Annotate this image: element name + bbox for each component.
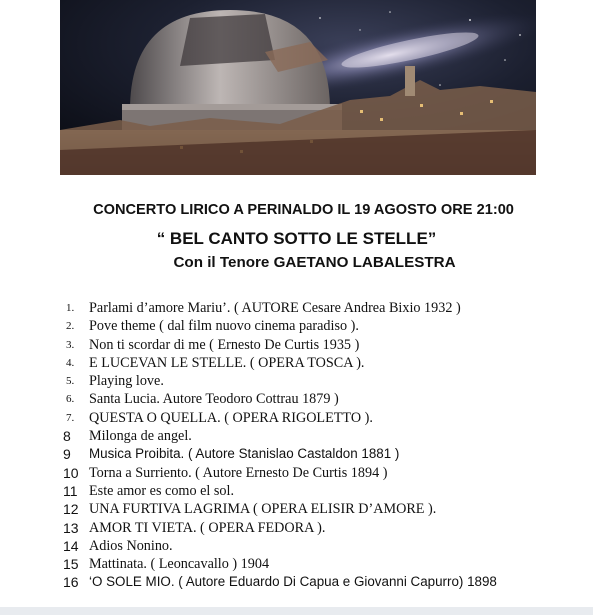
concert-poster-photo <box>60 0 536 175</box>
concert-title: CONCERTO LIRICO A PERINALDO IL 19 AGOSTO ORE 21:00 <box>93 202 514 218</box>
event-subtitle: “ BEL CANTO SOTTO LE STELLE” <box>156 229 437 248</box>
page-bottom-edge <box>0 607 593 615</box>
observatory-night-sky-image <box>60 0 536 175</box>
tenor-name: Con il Tenore GAETANO LABALESTRA <box>173 254 456 271</box>
